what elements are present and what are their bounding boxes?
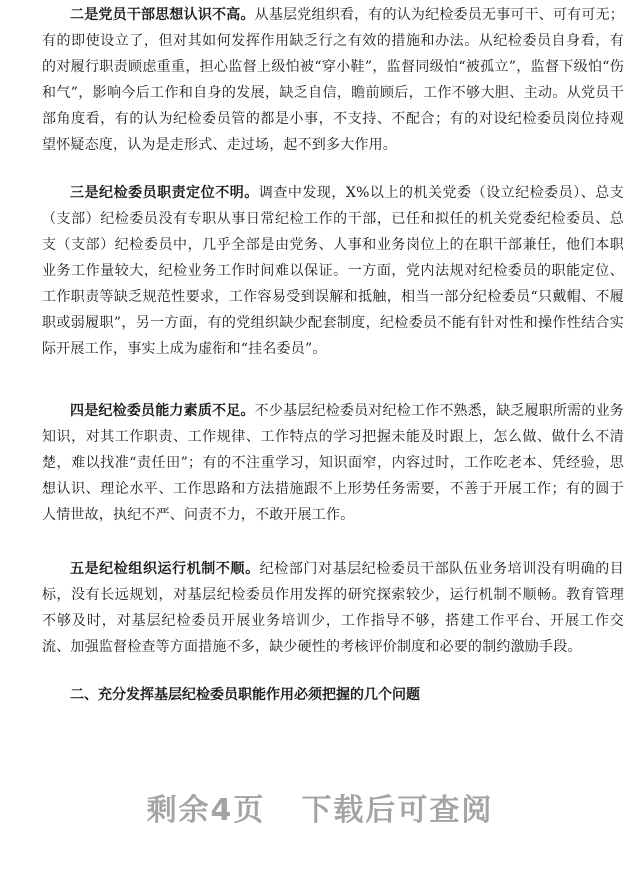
download-prompt-overlay[interactable] — [0, 786, 640, 836]
paragraph-2 — [42, 2, 624, 158]
paragraph-4 — [42, 398, 624, 528]
paragraph-lead: 五是纪检组织运行机制不顺。 — [70, 561, 260, 577]
paragraph-lead: 二是党员干部思想认识不高。 — [70, 7, 255, 23]
paragraph-body: 纪检部门对基层纪检委员干部队伍业务培训没有明确的目标，没有长远规划，对基层纪检委员作用发挥的研究探索较少，运行机制不顺畅。教育管理不够及时，对基层纪检委员开展业务培训少，工作指导不够，搭建工作平台、开展工作交流、加强监督检查等方面措施不多，缺少硬性的考核评价制度和必要的制约激励手段。 — [42, 561, 624, 655]
paragraph-body: 从基层党组织看，有的认为纪检委员无事可干、可有可无；有的即使设立了，但对其如何发挥作用缺乏行之有效的措施和办法。从纪检委员自身看，有的对履行职责顾虑重重，担心监督上级怕被“穿小鞋”，监督同级怕“被孤立”，监督下级怕“伤和气”，影响今后工作和自身的发展，缺乏自信，瞻前顾后，工作不够大胆、主动。从党员干部角度看，有的认为纪检委员管的都是小事，不支持、不配合；有的对设纪检委员岗位持观望怀疑态度，认为是走形式、走过场，起不到多大作用。 — [42, 7, 624, 153]
paragraph-body: 不少基层纪检委员对纪检工作不熟悉，缺乏履职所需的业务知识，对其工作职责、工作规律、工作特点的学习把握未能及时跟上，怎么做、做什么不清楚，难以找准“责任田”；有的不注重学习，知识面窄，内容过时，工作吃老本、凭经验，思想认识、理论水平、工作思路和方法措施跟不上形势任务需要，不善于开展工作；有的圆于人情世故，执纪不严、问责不力，不敢开展工作。 — [42, 403, 624, 523]
remaining-pages-label: 剩余4页 — [146, 793, 266, 828]
paragraph-lead: 三是纪检委员职责定位不明。 — [70, 185, 259, 201]
paragraph-5 — [42, 556, 624, 660]
section-heading: 二、充分发挥基层纪检委员职能作用必须把握的几个问题 — [70, 687, 420, 703]
paragraph-body: 调查中发现，X%以上的机关党委（设立纪检委员）、总支（支部）纪检委员没有专职从事日常纪检工作的干部，已任和拟任的机关党委纪检委员、总支（支部）纪检委员中，几乎全部是由党务、人事和业务岗位上的在职干部兼任，他们本职业务工作量较大，纪检业务工作时间难以保证。一方面，党内法规对纪检委员的职能定位、工作职责等缺乏规范性要求，工作容易受到误解和抵触，相当一部分纪检委员“只戴帽、不履职或弱履职”，另一方面，有的党组织缺少配套制度，纪检委员不能有针对性和操作性结合实际开展工作，事实上成为虚衔和“挂名委员”。 — [42, 185, 624, 357]
paragraph-lead: 四是纪检委员能力素质不足。 — [70, 403, 255, 419]
paragraph-3 — [42, 180, 624, 362]
download-to-view-label: 下载后可查阅 — [301, 793, 494, 828]
